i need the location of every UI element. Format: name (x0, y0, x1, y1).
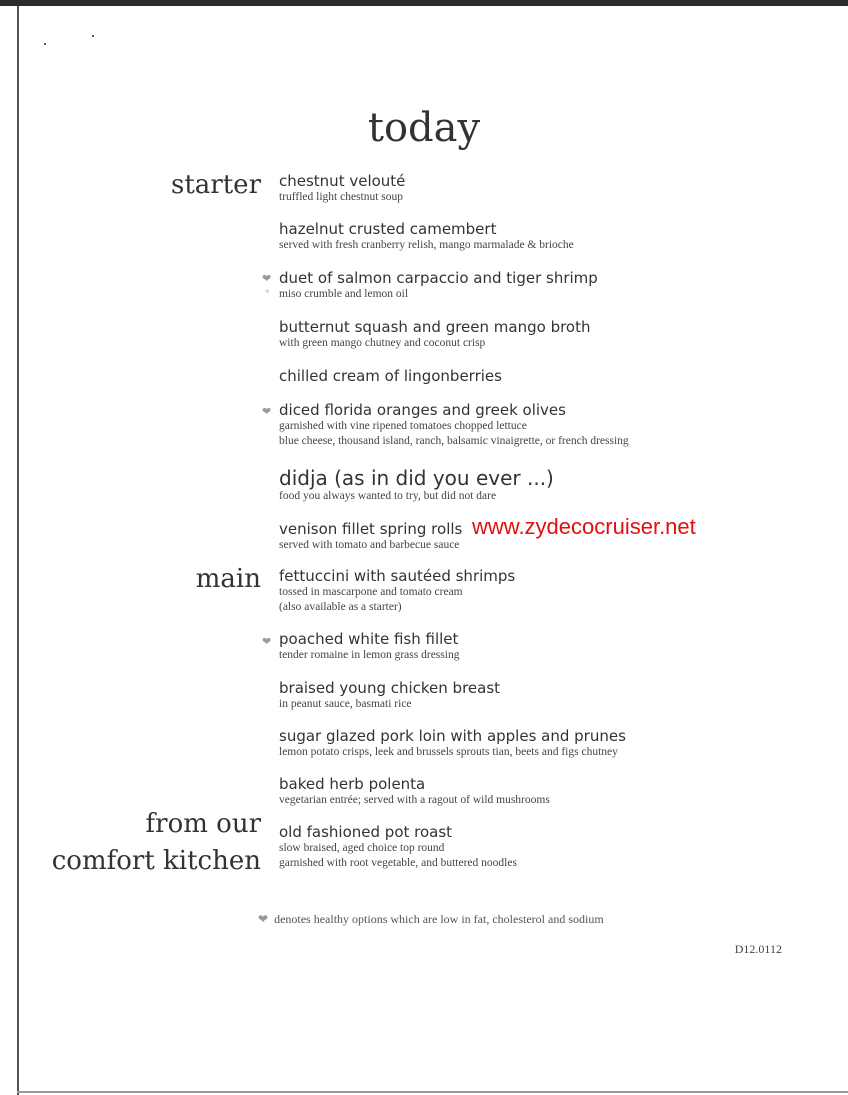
menu-title: today (367, 105, 481, 151)
scan-speck (44, 43, 46, 45)
heart-icon: ❤ (258, 912, 269, 926)
item-name: chilled cream of lingonberries (279, 367, 502, 385)
item-desc: tossed in mascarpone and tomato cream (279, 586, 463, 598)
left-page-edge (17, 6, 19, 1095)
item-name: didja (as in did you ever ...) (279, 466, 554, 490)
menu-item (279, 521, 462, 553)
watermark-url: www.zydecocruiser.net (472, 514, 696, 539)
item-name: chestnut velouté (279, 172, 406, 190)
item-name: poached white fish fillet (279, 630, 459, 648)
asterisk-icon: * (265, 289, 270, 299)
item-desc: garnished with vine ripened tomatoes chopped lettuce (279, 420, 527, 432)
menu-item (279, 467, 554, 504)
item-desc: with green mango chutney and coconut crisp (279, 337, 486, 349)
menu-code: D12.0112 (734, 942, 782, 956)
item-desc: miso crumble and lemon oil (279, 288, 409, 300)
top-edge-bar (0, 0, 848, 6)
item-desc: truffled light chestnut soup (279, 191, 404, 203)
menu-item (279, 221, 574, 253)
item-desc: served with fresh cranberry relish, mango marmalade & brioche (279, 239, 574, 251)
section-main: main (195, 564, 261, 594)
heart-icon: ❤ (262, 635, 272, 648)
menu-item (279, 270, 598, 302)
item-name: butternut squash and green mango broth (279, 318, 591, 336)
item-desc: blue cheese, thousand island, ranch, balsamic vinaigrette, or french dressing (279, 435, 629, 447)
menu-item (279, 173, 405, 205)
menu-item (279, 568, 515, 615)
menu-item (279, 368, 502, 385)
item-desc: food you always wanted to try, but did not dare (279, 490, 497, 502)
heart-icon: ❤ (262, 405, 272, 418)
menu-item (279, 824, 517, 871)
item-desc: served with tomato and barbecue sauce (279, 539, 460, 551)
bottom-page-edge (17, 1091, 848, 1093)
item-desc: lemon potato crisps, leek and brussels sprouts tian, beets and figs chutney (279, 746, 618, 758)
item-name: duet of salmon carpaccio and tiger shrimp (279, 269, 598, 287)
item-name: fettuccini with sautéed shrimps (279, 567, 516, 585)
healthy-legend (258, 912, 604, 927)
item-desc: in peanut sauce, basmati rice (279, 698, 412, 710)
item-name: venison fillet spring rolls (279, 520, 463, 538)
menu-item (279, 680, 500, 712)
legend-text: denotes healthy options which are low in fat, cholesterol and sodium (274, 912, 604, 926)
item-desc: tender romaine in lemon grass dressing (279, 649, 460, 661)
menu-item (279, 728, 626, 760)
section-comfort-line2: comfort kitchen (51, 846, 261, 876)
scan-speck (92, 35, 94, 37)
item-name: hazelnut crusted camembert (279, 220, 497, 238)
item-name: sugar glazed pork loin with apples and prunes (279, 727, 626, 745)
heart-icon: ❤ (262, 272, 272, 285)
item-desc: vegetarian entrée; served with a ragout of wild mushrooms (279, 794, 550, 806)
menu-item (279, 319, 591, 351)
item-desc: slow braised, aged choice top round (279, 842, 445, 854)
item-name: old fashioned pot roast (279, 823, 453, 841)
item-name: baked herb polenta (279, 775, 426, 793)
section-comfort-line1: from our (145, 809, 261, 839)
menu-item (279, 776, 550, 808)
item-name: braised young chicken breast (279, 679, 501, 697)
item-name: diced florida oranges and greek olives (279, 401, 566, 419)
item-desc: (also available as a starter) (279, 601, 402, 613)
menu-item (279, 402, 629, 449)
menu-item (279, 631, 459, 663)
section-starter: starter (171, 170, 261, 200)
item-desc: garnished with root vegetable, and buttered noodles (279, 857, 517, 869)
